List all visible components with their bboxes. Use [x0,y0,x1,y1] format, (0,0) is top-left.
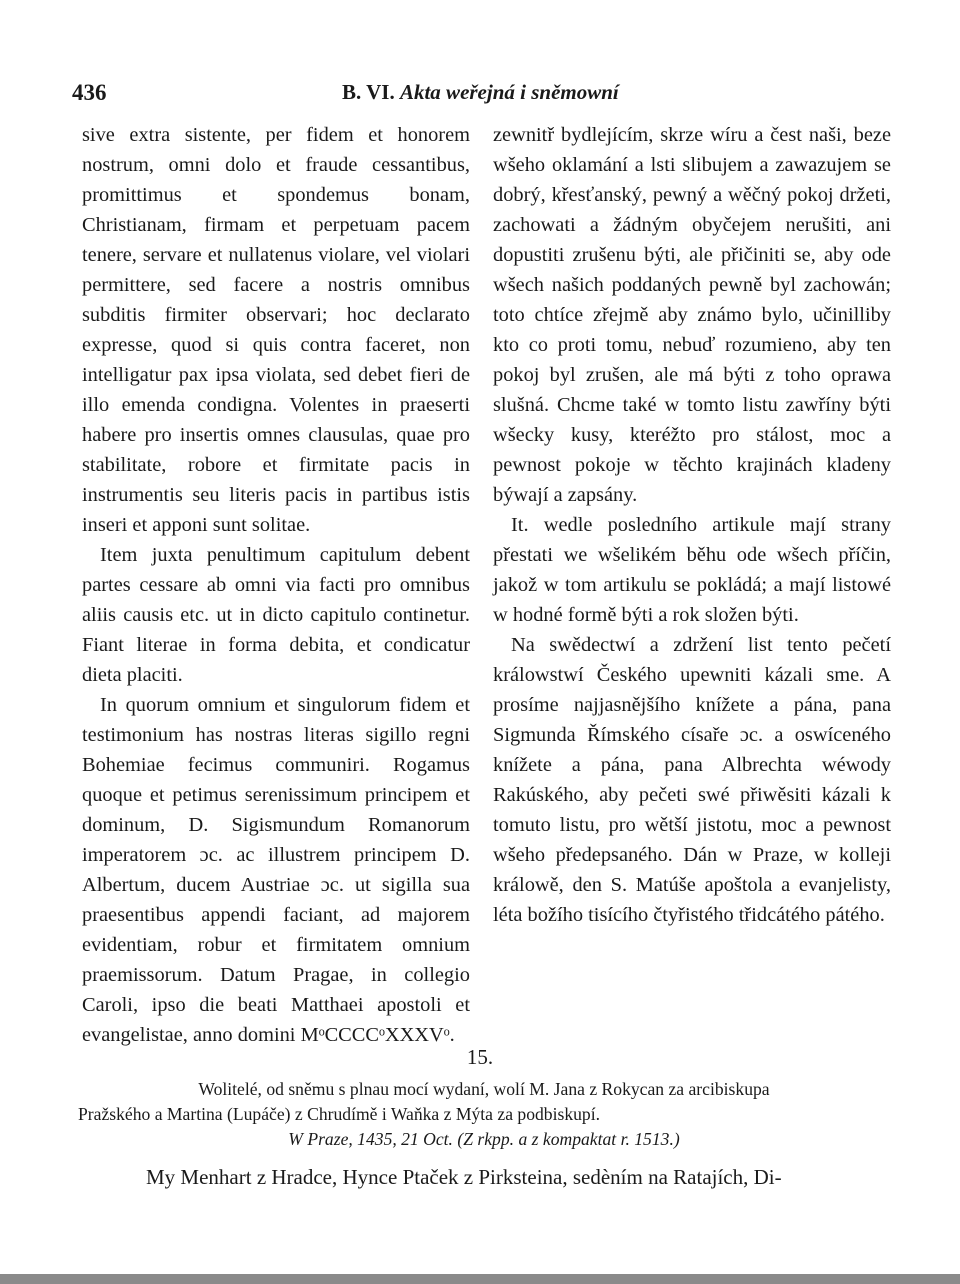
document-first-line: My Menhart z Hradce, Hynce Ptaček z Pirksteina, sedèním na Ratajích, Di- [146,1165,782,1189]
latin-paragraph: Item juxta penultimum capitulum debent partes cessare ab omni via facti pro omnibus aliis causis etc. ut in dicto capitulo continetur. Fiant literae in forma debita, et condicatur dieta placiti. [82,544,470,686]
czech-paragraph: It. wedle posledního artikule mají strany přestati we wšelikém běhu ode wšech příčin, jakož w tom artikulu se pokládá; a mají listowé w hodné formě býti a rok složen býti. [493,514,891,626]
scan-edge [0,1274,960,1284]
latin-paragraph: sive extra sistente, per fidem et honorem nostrum, omni dolo et fraude cessantibus, promittimus et spondemus bonam, Christianam, firmam et perpetuam pacem tenere, servare et nullatenus violare, vel violari permittere, sed facere a nostris omnibus subditis firmiter observari; hoc declarato expresse, quod si quis contra faceret, non intelligatur pax ipsa violata, sed debet fieri de illo emenda condigna. Volentes in praeserti habere pro insertis omnes clausulas, quae pro stabilitate, robore et firmitate pacis in instrumentis seu literis pacis in partibus istis inseri et apponi sunt solitae. [82,124,470,536]
dateline: W Praze, 1435, 21 Oct. (Z rkpp. a z kompaktat r. 1513.) [288,1129,680,1149]
latin-column [82,120,470,1050]
page-number: 436 [72,80,107,105]
document-heading [78,1077,890,1152]
czech-paragraph: Na swědectwí a zdržení list tento pečetí králowstwí Českého upewniti kázali sme. A prosíme najjasnějšího knížete a pána, pana Sigmunda Římského císaře ɔc. a oswíceného knížete a pána, pana Albrechta wéwody Rakúského, aby pečeti swé přiwěsiti kázali k tomuto listu, pro wětší jistotu, moc a pewnost wšeho předepsaného. Dán w Praze, w kolleji králowě, den S. Matúše apoštola a evanjelisty, léta božího tisícího čtyřistého třidcátého pátého. [493,634,891,926]
latin-paragraph: In quorum omnium et singulorum fidem et testimonium has nostras literas sigillo regni Bohemiae fecimus communiri. Rogamus quoque et petimus serenissimum principem et dominum, D. Sigismundum Romanorum imperatorem ɔc. ac illustrem principem D. Albertum, ducem Austriae ɔc. ut sigilla sua praesentibus appendi faciant, ad majorem evidentiam, robur et firmitatem omnium praemissorum. Datum Pragae, in collegio Caroli, ipso die beati Matthaei apostoli et evangelistae, anno domini MᵒCCCCᵒXXXVᵒ. [82,694,470,1046]
running-head-title: Akta weřejná i sněmowní [399,80,619,104]
running-head [342,80,619,105]
running-head-section: B. VI. [342,80,395,104]
heading-line: Pražského a Martina (Lupáče) z Chrudímě i Waňka z Mýta za podbiskupí. [78,1104,600,1124]
page-header [72,80,892,110]
czech-column [493,120,891,930]
czech-paragraph: zewnitř bydlejícím, skrze wíru a čest naši, beze wšeho oklamání a lsti slibujem a zawazujem se dobrý, křesťanský, pewný a wěčný pokoj držeti, zachowati a žádným obyčejem nerušiti, ani dopustiti zrušenu býti, ale přičiniti se, aby ode wšech našich poddaných pewně byl zachowán; toto chtíce zřejmě aby známo bylo, učinilliby kto co proti tomu, nebuď rozumieno, aby ten pokoj byl zrušen, ale má býti z toho oprawa slušná. Chcme také w tomto listu zawříny býti wšecky kusy, kteréžto pro stálost, moc a pewnost pokoje w těchto krajinách kladeny býwají a zapsány. [493,124,891,506]
document-number: 15. [466,1045,494,1069]
heading-line: Wolitelé, od sněmu s plnau mocí wydaní, wolí M. Jana z Rokycan za arcibiskupa [198,1079,770,1099]
